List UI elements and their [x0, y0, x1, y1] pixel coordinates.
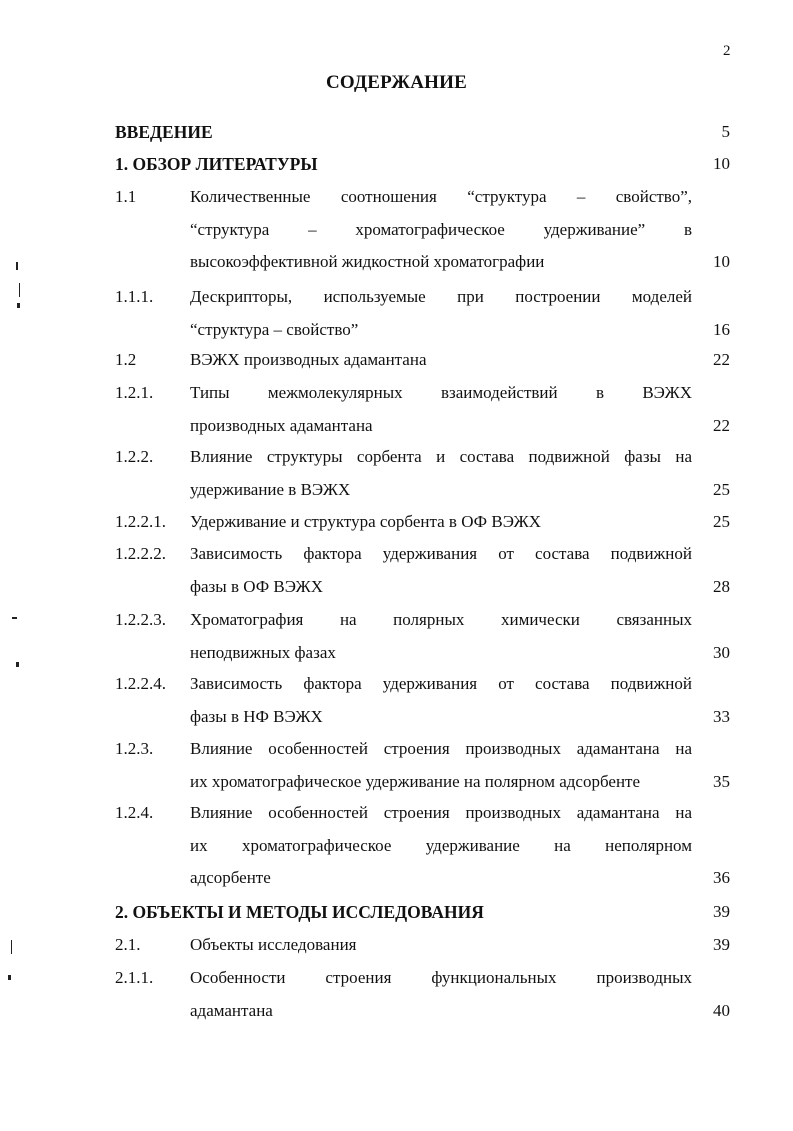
toc-page-number: 36	[713, 868, 730, 887]
toc-page-number: 39	[713, 935, 730, 954]
toc-entry-line: Удерживание и структура сорбента в ОФ ВЭЖХ	[190, 512, 542, 531]
page-title: СОДЕРЖАНИЕ	[326, 72, 467, 93]
scan-artifact	[16, 662, 19, 667]
toc-page-number: 30	[713, 642, 730, 662]
toc-entry-line: “структура – свойство”	[190, 319, 359, 339]
toc-entry-number: 1.1.1.	[115, 287, 154, 306]
toc-page-number: 33	[713, 706, 730, 726]
toc-page-number: 22	[713, 415, 730, 435]
toc-entry-line: Зависимость фактора удерживания от состава подвижной	[190, 674, 692, 693]
toc-entry-text	[190, 441, 692, 506]
toc-entry-number: 1.2.3.	[115, 739, 154, 758]
toc-entry-line: фазы в ОФ ВЭЖХ	[190, 576, 324, 596]
scan-artifact	[12, 617, 17, 619]
toc-page-number: 39	[713, 902, 730, 921]
toc-entry-line: Влияние особенностей строения производных адамантана на	[190, 739, 692, 758]
toc-entry-line: “структура – хроматографическое удерживание” в	[190, 219, 692, 239]
toc-entry-line: неподвижных фазах	[190, 642, 336, 662]
toc-entry-text	[190, 797, 692, 895]
toc-page-number: 40	[713, 1000, 730, 1020]
toc-entry-line: Количественные соотношения “структура – свойство”,	[190, 187, 692, 206]
toc-entry-number: 1.2	[115, 350, 137, 369]
toc-entry-text	[190, 377, 692, 442]
toc-page-number: 16	[713, 319, 730, 339]
toc-entry-number: 1.2.2.1.	[115, 512, 166, 531]
toc-page-number: 28	[713, 576, 730, 596]
toc-entry-text	[190, 733, 692, 798]
toc-entry-line: их хроматографическое удерживание на полярном адсорбенте	[190, 771, 641, 791]
toc-entry-number: 1.2.2.4.	[115, 674, 166, 693]
scan-artifact	[8, 975, 11, 980]
toc-entry-line: Влияние структуры сорбента и состава подвижной фазы на	[190, 447, 692, 466]
toc-entry-text	[190, 281, 692, 346]
toc-page-number: 10	[713, 154, 730, 173]
toc-entry-line: адамантана	[190, 1000, 273, 1020]
toc-entry-number: 1.2.4.	[115, 803, 154, 822]
toc-entry-line: адсорбенте	[190, 868, 271, 887]
toc-page-number: 35	[713, 771, 730, 791]
toc-entry-text	[190, 604, 692, 669]
toc-entry-number: 1.2.1.	[115, 383, 154, 402]
scan-artifact	[16, 262, 18, 270]
toc-section-heading: 2. ОБЪЕКТЫ И МЕТОДЫ ИССЛЕДОВАНИЯ	[115, 902, 484, 922]
toc-entry-text	[190, 962, 692, 1027]
toc-entry-text	[190, 181, 692, 279]
toc-entry-line: Хроматография на полярных химически связанных	[190, 610, 692, 629]
toc-entry-line: Объекты исследования	[190, 935, 357, 954]
toc-entry-line: ВЭЖХ производных адамантана	[190, 350, 427, 369]
toc-entry-number: 1.1	[115, 187, 137, 206]
toc-entry-line: Дескрипторы, используемые при построении моделей	[190, 287, 692, 306]
toc-page-number: 22	[713, 350, 730, 369]
scan-artifact	[11, 940, 12, 954]
toc-page-number: 25	[713, 479, 730, 499]
toc-entry-number: 1.2.2.3.	[115, 610, 166, 629]
toc-entry-text	[190, 929, 692, 962]
toc-entry-line: Особенности строения функциональных производных	[190, 968, 692, 987]
toc-section-heading: ВВЕДЕНИЕ	[115, 122, 213, 142]
toc-page-number: 10	[713, 252, 730, 271]
toc-entry-text	[190, 538, 692, 603]
toc-entry-line: высокоэффективной жидкостной хроматографии	[190, 252, 545, 271]
toc-section-heading: 1. ОБЗОР ЛИТЕРАТУРЫ	[115, 154, 318, 174]
toc-entry-number: 2.1.	[115, 935, 141, 954]
toc-page-number: 5	[721, 122, 730, 141]
toc-entry-text	[190, 668, 692, 733]
scan-artifact	[19, 283, 20, 297]
page-number: 2	[723, 43, 731, 59]
toc-entry-line: их хроматографическое удерживание на неполярном	[190, 835, 692, 855]
toc-entry-line: фазы в НФ ВЭЖХ	[190, 706, 323, 726]
toc-entry-number: 2.1.1.	[115, 968, 154, 987]
toc-page-number: 25	[713, 512, 730, 531]
toc-entry-number: 1.2.2.	[115, 447, 154, 466]
toc-entry-number: 1.2.2.2.	[115, 544, 166, 563]
toc-entry-text	[190, 344, 692, 377]
toc-entry-text	[190, 506, 692, 539]
toc-entry-line: Зависимость фактора удерживания от состава подвижной	[190, 544, 692, 563]
toc-entry-line: Влияние особенностей строения производных адамантана на	[190, 803, 692, 822]
scan-artifact	[17, 303, 20, 308]
toc-entry-line: Типы межмолекулярных взаимодействий в ВЭЖХ	[190, 383, 692, 402]
toc-entry-line: удерживание в ВЭЖХ	[190, 479, 351, 499]
toc-entry-line: производных адамантана	[190, 415, 373, 435]
